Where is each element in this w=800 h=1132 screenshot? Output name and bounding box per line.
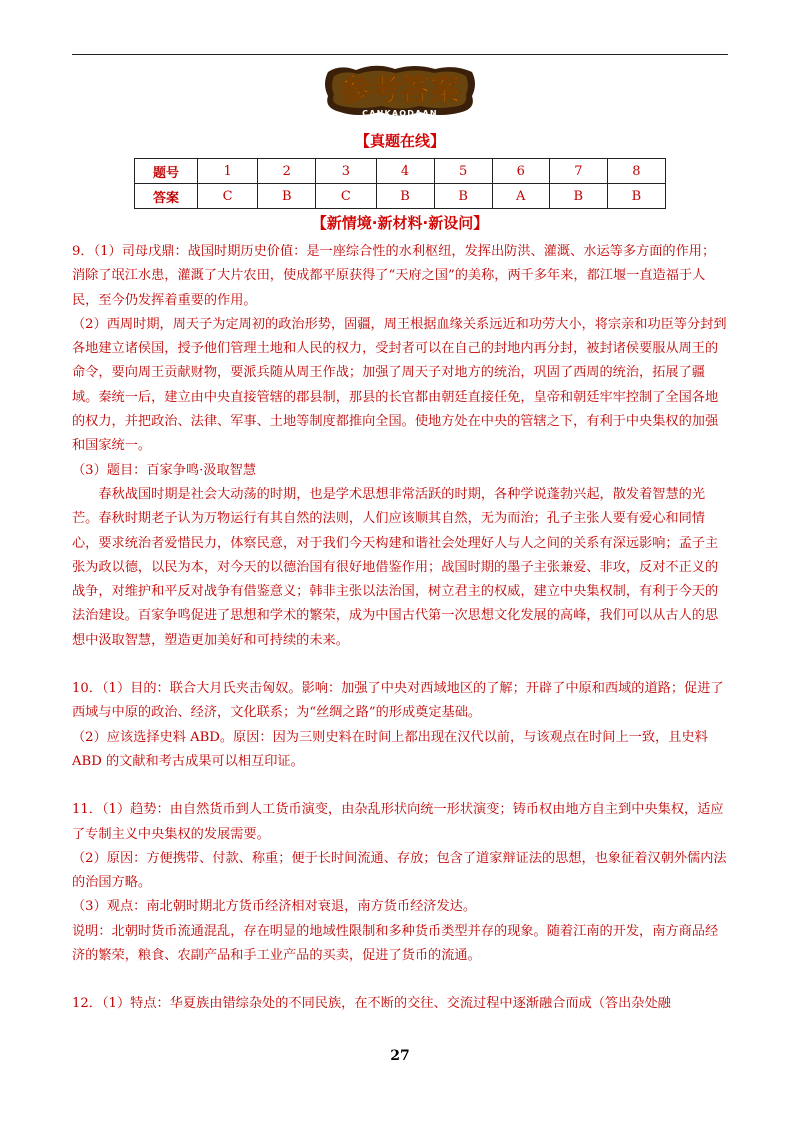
answer-q10-part1: 10．（1）目的：联合大月氏夹击匈奴。影响：加强了中央对西域地区的了解；开辟了中原和西域的道路；促进了西域与中原的政治、经济，文化联系；为“丝绸之路”的形成奠定基础。	[72, 681, 724, 721]
logo-sub-text: CANKAODAAN	[362, 109, 438, 118]
row-label-answer: 答案	[135, 184, 198, 209]
section-title-xinqingjing: 【新情境·新材料·新设问】	[311, 214, 489, 232]
table-cell: 5	[434, 159, 492, 184]
table-cell: 3	[316, 159, 376, 184]
table-cell: 7	[549, 159, 607, 184]
table-cell: 2	[258, 159, 316, 184]
table-cell: B	[607, 184, 665, 209]
table-cell: B	[549, 184, 607, 209]
table-row	[135, 184, 666, 209]
answer-table	[134, 158, 666, 209]
answer-q11-part2: （2）原因：方便携带、付款、称重；便于长时间流通、存放；包含了道家辩证法的思想，也象征着汉朝外儒内法的治国方略。	[72, 850, 727, 891]
table-cell: 8	[607, 159, 665, 184]
answer-q11-explanation: 说明：北朝时货币流通混乱，存在明显的地域性限制和多种货币类型并存的现象。随着江南的开发，南方商品经济的繁荣，粮食、农副产品和手工业产品的买卖，促进了货币的流通。	[72, 923, 719, 964]
table-cell: 1	[198, 159, 258, 184]
answer-q9-part3: （3）题目：百家争鸣·汲取智慧	[72, 462, 257, 478]
table-cell: 6	[492, 159, 549, 184]
table-cell: B	[434, 184, 492, 209]
answer-q9-part2: （2）西周时期，周天子为定周初的政治形势，固疆，周王根据血缘关系远近和功劳大小，将宗亲和功臣等分封到各地建立诸侯国，授予他们管理土地和人民的权力，受封者可以在自己的封地内再分封，被封诸侯要服从周王的命令，要向周王贡献财物，要派兵随从周王作战；加强了周天子对地方的统治，巩固了西周的统治，拓展了疆域。秦统一后，建立由中央直接管辖的郡县制，那县的长官都由朝廷直接任免，皇帝和朝廷牢牢控制了全国各地的权力，并把政治、法律、军事、土地等制度都推向全国。使地方处在中央的管辖之下，有利于中央集权的加强和国家统一。	[72, 316, 727, 454]
table-cell: 4	[376, 159, 434, 184]
answer-q12-part1: 12．（1）特点：华夏族由错综杂处的不同民族，在不断的交往、交流过程中逐渐融合而成（答出杂处融	[72, 996, 671, 1012]
answer-q11-part1: 11．（1）趋势：由自然货币到人工货币演变，由杂乱形状向统一形状演变；铸币权由地方自主到中央集权，适应了专制主义中央集权的发展需要。	[72, 802, 724, 842]
table-cell: B	[258, 184, 316, 209]
spacer	[72, 774, 728, 798]
page-number: 27	[390, 1048, 410, 1064]
answer-q10-part2: （2）应该选择史料 ABD。原因：因为三则史料在时间上都出现在汉代以前，与该观点在时间上一致，且史料 ABD 的文献和考古成果可以相互印证。	[72, 729, 708, 769]
answer-content	[72, 240, 728, 1017]
spacer	[72, 653, 728, 677]
table-row	[135, 159, 666, 184]
table-cell: C	[316, 184, 376, 209]
answer-q9-part1: 9．（1）司母戊鼎：战国时期历史价值：是一座综合性的水利枢纽，发挥出防洪、灌溉、水运等多方面的作用；消除了氓江水患，灌溉了大片农田，使成都平原获得了“天府之国”的美称，两千多年来，都江堰一直造福于人民，至今仍发挥着重要的作用。	[72, 244, 716, 308]
cankao-daan-logo	[320, 62, 480, 120]
answer-q9-essay: 春秋战国时期是社会大动荡的时期，也是学术思想非常活跃的时期，各种学说蓬勃兴起，散发着智慧的光芒。春秋时期老子认为万物运行有其自然的法则，人们应该顺其自然，无为而治；孔子主张人要有爱心和同情心，要求统治者爱惜民力，体察民意，对于我们今天构建和谐社会处理好人与人之间的关系有深远影响；孟子主张为政以德，以民为本，对今天的以德治国有很好地借鉴作用；战国时期的墨子主张兼爱、非攻，反对不正义的战争，对维护和平反对战争有借鉴意义；韩非主张以法治国，树立君主的权威，建立中央集权制，有利于今天的法治建设。百家争鸣促进了思想和学术的繁荣，成为中国古代第一次思想文化发展的高峰，我们可以从古人的思想中汲取智慧，塑造更加美好和可持续的未来。	[72, 486, 719, 648]
table-cell: C	[198, 184, 258, 209]
answer-q11-part3: （3）观点：南北朝时期北方货币经济相对衰退，南方货币经济发达。	[72, 899, 477, 915]
section-title-zhenti: 【真题在线】	[354, 132, 445, 150]
top-rule	[72, 54, 728, 55]
spacer	[72, 968, 728, 992]
logo-main-text: 参考答案	[340, 73, 460, 108]
table-cell: A	[492, 184, 549, 209]
table-cell: B	[376, 184, 434, 209]
row-label-question-number: 题号	[135, 159, 198, 184]
